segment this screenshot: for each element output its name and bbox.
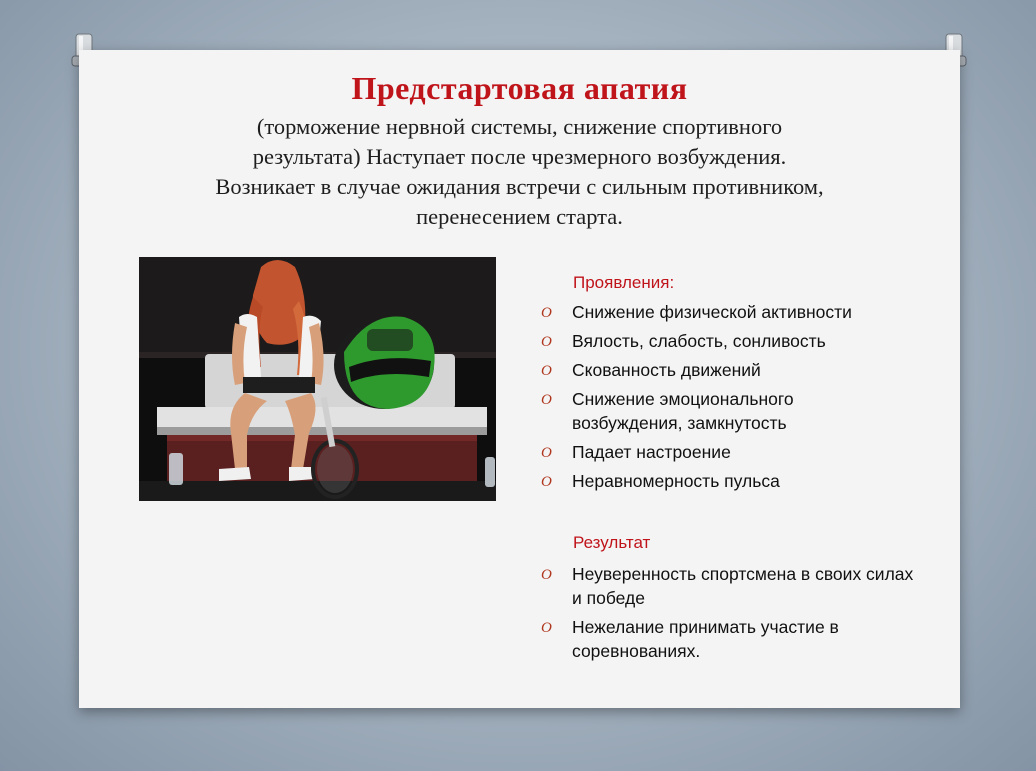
list-item-text: Снижение эмоционального возбуждения, замкнутость (572, 389, 794, 433)
slide-title: Предстартовая апатия (351, 70, 688, 106)
list-item-text: Падает настроение (572, 442, 731, 462)
list-item-text: Вялость, слабость, сонливость (572, 331, 826, 351)
list-item (541, 358, 961, 382)
list-item (541, 469, 961, 493)
list-item (541, 562, 917, 610)
list-item (541, 329, 961, 353)
list-item-text: Снижение физической активности (572, 302, 852, 322)
bullet-icon: O (541, 392, 552, 408)
list-item-text: Неравномерность пульса (572, 471, 780, 491)
subtitle-line: результата) Наступает после чрезмерного возбуждения. (252, 144, 787, 169)
subtitle-line: перенесением старта. (416, 204, 623, 229)
bullet-icon: O (541, 305, 552, 321)
subtitle-line: Возникает в случае ожидания встречи с сильным противником, (215, 174, 824, 199)
slide-card (79, 50, 960, 708)
bullet-icon: O (541, 474, 552, 490)
result-list (541, 562, 961, 668)
tennis-player-photo (139, 257, 496, 501)
manifestations-heading: Проявления: (573, 273, 675, 292)
list-item (541, 440, 961, 464)
list-item (541, 300, 961, 324)
manifestations-list (541, 300, 961, 498)
subtitle-line: (торможение нервной системы, снижение спортивного (256, 114, 783, 139)
bullet-icon: O (541, 363, 552, 379)
list-item (541, 615, 897, 663)
result-heading: Результат (573, 533, 651, 552)
list-item-text: Нежелание принимать участие в соревнованиях. (572, 617, 839, 661)
slide-subtitle (99, 112, 940, 232)
bullet-icon: O (541, 620, 552, 636)
bullet-icon: O (541, 334, 552, 350)
list-item-text: Скованность движений (572, 360, 761, 380)
list-item (541, 387, 862, 435)
bullet-icon: O (541, 445, 552, 461)
list-item-text: Неуверенность спортсмена в своих силах и победе (572, 564, 914, 608)
bullet-icon: O (541, 567, 552, 583)
